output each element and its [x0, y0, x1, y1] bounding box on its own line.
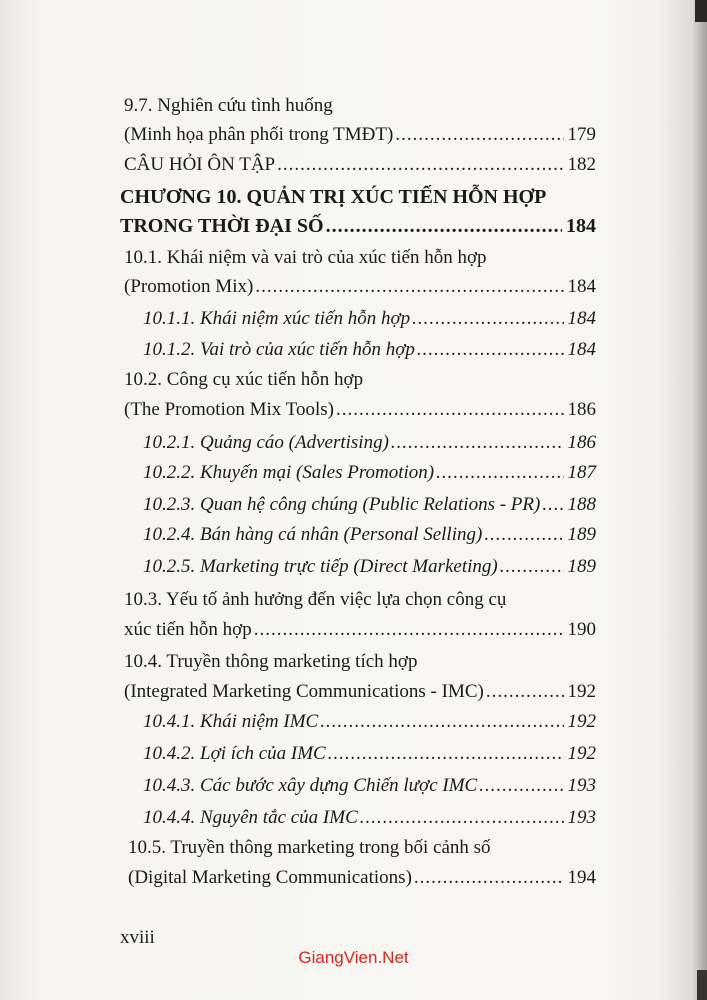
toc-entry[interactable]: [143, 553, 596, 581]
toc-entry[interactable]: [128, 864, 596, 892]
toc-entry[interactable]: [124, 616, 596, 644]
toc-entry-title: xúc tiến hỗn hợp: [124, 619, 252, 640]
toc-entry-page: 189: [567, 556, 596, 577]
toc-entry-page: 182: [567, 154, 596, 175]
toc-entry-page: 184: [567, 308, 596, 329]
dot-leader: [479, 772, 563, 800]
toc-entry-page: 192: [567, 743, 596, 764]
toc-entry[interactable]: [120, 212, 596, 240]
page-corner-dark-bottom: [697, 970, 707, 1000]
toc-entry-page: 194: [567, 867, 596, 888]
toc-entry-title: 10.4.1. Khái niệm IMC: [143, 711, 319, 732]
toc-entry-title: 10.4.4. Nguyên tắc của IMC: [143, 807, 358, 828]
toc-entry[interactable]: [143, 429, 596, 457]
dot-leader: [395, 121, 563, 149]
toc-entry-title: 10.1.2. Vai trò của xúc tiến hỗn hợp: [143, 339, 415, 360]
toc-entry-title: TRONG THỜI ĐẠI SỐ: [120, 215, 324, 237]
toc-entry[interactable]: [124, 678, 596, 706]
dot-leader: [277, 151, 563, 179]
dot-leader: [417, 336, 564, 364]
toc-entry[interactable]: [143, 708, 596, 736]
toc-entry[interactable]: [143, 491, 596, 519]
toc-entry[interactable]: [143, 521, 596, 549]
toc-entry-title: (Promotion Mix): [124, 276, 254, 297]
toc-entry-page: 189: [567, 524, 596, 545]
toc-entry-title: 10.4.2. Lợi ích của IMC: [143, 743, 326, 764]
toc-entry-title: 10.1. Khái niệm và vai trò của xúc tiến hỗn hợp: [124, 247, 487, 268]
toc-entry[interactable]: [128, 834, 596, 862]
toc-entry[interactable]: [124, 273, 596, 301]
toc-entry-page: 184: [567, 339, 596, 360]
toc-entry-title: 9.7. Nghiên cứu tình huống: [124, 95, 333, 116]
toc-entry-title: 10.4.3. Các bước xây dựng Chiến lược IMC: [143, 775, 478, 796]
toc-entry-title: 10.3. Yếu tố ảnh hưởng đến việc lựa chọn công cụ: [124, 589, 507, 610]
toc-entry-title: 10.2.5. Marketing trực tiếp (Direct Marketing): [143, 556, 498, 577]
toc-entry[interactable]: [124, 121, 596, 149]
toc-entry-title: 10.2.4. Bán hàng cá nhân (Personal Selling): [143, 524, 483, 545]
dot-leader: [336, 396, 564, 424]
toc-entry-page: 179: [567, 124, 596, 145]
toc-entry-page: 192: [567, 711, 596, 732]
dot-leader: [360, 804, 564, 832]
toc-entry-page: 193: [567, 807, 596, 828]
dot-leader: [436, 459, 563, 487]
toc-entry[interactable]: [143, 305, 596, 333]
dot-leader: [326, 212, 562, 240]
toc-entry-page: 187: [567, 462, 596, 483]
toc-entry-title: (The Promotion Mix Tools): [124, 399, 334, 420]
watermark-text: GiangVien.Net: [298, 948, 409, 967]
toc-entry-page: 188: [567, 494, 596, 515]
dot-leader: [414, 864, 564, 892]
dot-leader: [542, 491, 563, 519]
toc-entry-title: 10.1.1. Khái niệm xúc tiến hỗn hợp: [143, 308, 411, 329]
toc-entry[interactable]: [124, 396, 596, 424]
toc-entry[interactable]: [143, 772, 596, 800]
dot-leader: [320, 708, 563, 736]
toc-entry-page: 184: [567, 276, 596, 297]
toc-entry-title: 10.5. Truyền thông marketing trong bối cảnh số: [128, 837, 491, 858]
toc-entry-title: (Integrated Marketing Communications - IMC): [124, 681, 484, 702]
toc-entry-page: 184: [566, 215, 596, 237]
dot-leader: [412, 305, 563, 333]
toc-entry[interactable]: [143, 740, 596, 768]
dot-leader: [484, 521, 563, 549]
toc-entry[interactable]: [124, 92, 596, 120]
toc-entry[interactable]: [124, 151, 596, 179]
toc-entry-title: 10.4. Truyền thông marketing tích hợp: [124, 651, 418, 672]
toc-entry[interactable]: [124, 648, 596, 676]
dot-leader: [391, 429, 564, 457]
dot-leader: [500, 553, 564, 581]
toc-entry[interactable]: [124, 244, 596, 272]
dot-leader: [328, 740, 564, 768]
toc-entry[interactable]: [124, 586, 596, 614]
toc-entry[interactable]: [124, 366, 596, 394]
toc-entry-title: 10.2. Công cụ xúc tiến hỗn hợp: [124, 369, 364, 390]
dot-leader: [255, 273, 563, 301]
toc-entry-page: 186: [567, 399, 596, 420]
toc-entry[interactable]: [143, 336, 596, 364]
toc-entry-page: 190: [567, 619, 596, 640]
page-number: xviii: [120, 927, 155, 948]
toc-entry-page: 192: [567, 681, 596, 702]
dot-leader: [486, 678, 564, 706]
toc-entry-title: CHƯƠNG 10. QUẢN TRỊ XÚC TIẾN HỖN HỢP: [120, 186, 547, 208]
toc-entry-title: (Digital Marketing Communications): [128, 867, 412, 888]
toc-entry-title: CÂU HỎI ÔN TẬP: [124, 154, 276, 175]
toc-entry[interactable]: [120, 183, 596, 211]
toc-entry-title: 10.2.2. Khuyến mại (Sales Promotion): [143, 462, 435, 483]
toc-entry-page: 186: [567, 432, 596, 453]
dot-leader: [254, 616, 564, 644]
toc-entry[interactable]: [143, 459, 596, 487]
toc-entry-title: 10.2.1. Quảng cáo (Advertising): [143, 432, 389, 453]
toc-entry-title: 10.2.3. Quan hệ công chúng (Public Relations - PR): [143, 494, 541, 515]
toc-entry-page: 193: [567, 775, 596, 796]
toc-entry-title: (Minh họa phân phối trong TMĐT): [124, 124, 394, 145]
toc-entry[interactable]: [143, 804, 596, 832]
